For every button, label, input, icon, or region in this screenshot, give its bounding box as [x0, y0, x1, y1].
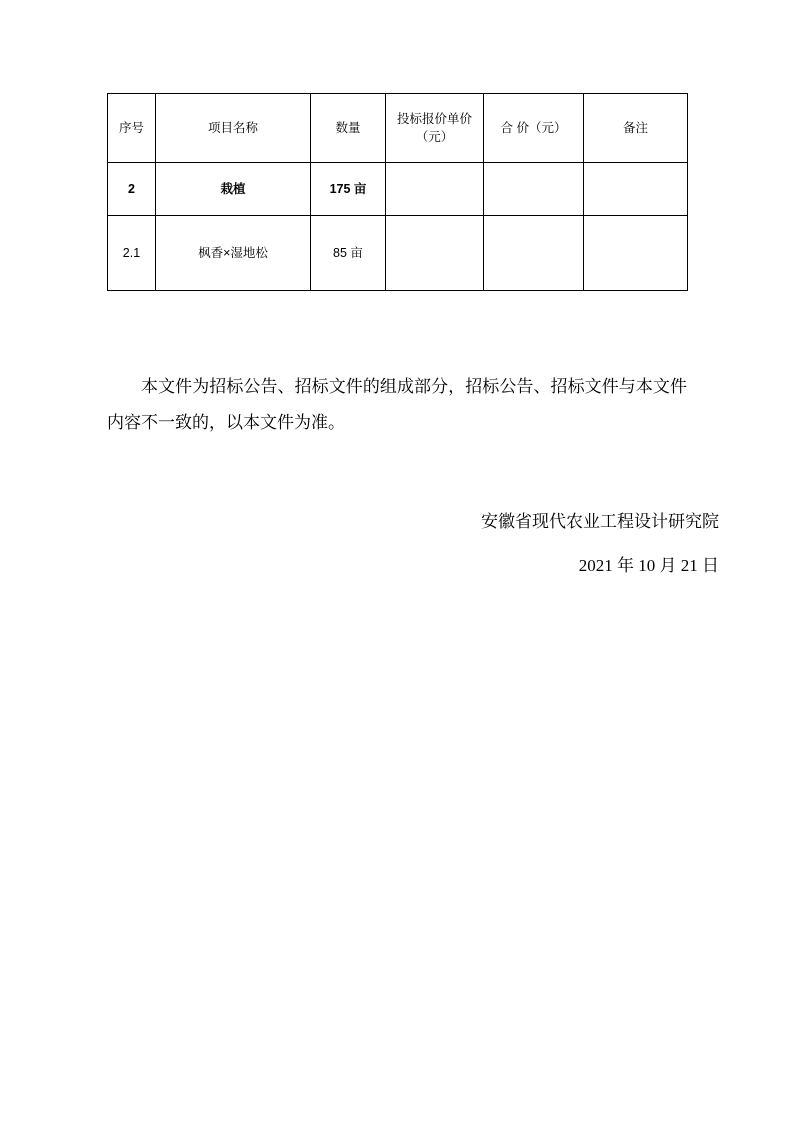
cell-total-price	[484, 163, 584, 216]
cell-name: 枫香×湿地松	[156, 216, 311, 291]
table-header-cell-unit-price: 投标报价单价（元）	[386, 94, 484, 163]
cell-remark	[584, 216, 688, 291]
table-row	[108, 163, 688, 216]
cell-unit-price	[386, 163, 484, 216]
cell-qty: 175 亩	[311, 163, 386, 216]
cell-unit-price	[386, 216, 484, 291]
signature-date: 2021 年 10 月 21 日	[578, 556, 719, 575]
cell-remark	[584, 163, 688, 216]
table-header-cell-total-price: 合 价（元）	[484, 94, 584, 163]
table-row	[108, 216, 688, 291]
table-header-row	[108, 94, 688, 163]
table-header-cell-name: 项目名称	[156, 94, 311, 163]
signature-organization: 安徽省现代农业工程设计研究院	[481, 512, 719, 531]
cell-name: 栽植	[156, 163, 311, 216]
cell-no: 2.1	[108, 216, 156, 291]
cell-total-price	[484, 216, 584, 291]
table-header-cell-remark: 备注	[584, 94, 688, 163]
table-header-cell-qty: 数量	[311, 94, 386, 163]
bid-items-table	[107, 93, 688, 291]
cell-qty: 85 亩	[311, 216, 386, 291]
document-paragraph: 本文件为招标公告、招标文件的组成部分，招标公告、招标文件与本文件内容不一致的，以本文件为准。	[107, 377, 687, 432]
signature-block	[299, 500, 719, 588]
table-header-cell-no: 序号	[108, 94, 156, 163]
cell-no: 2	[108, 163, 156, 216]
